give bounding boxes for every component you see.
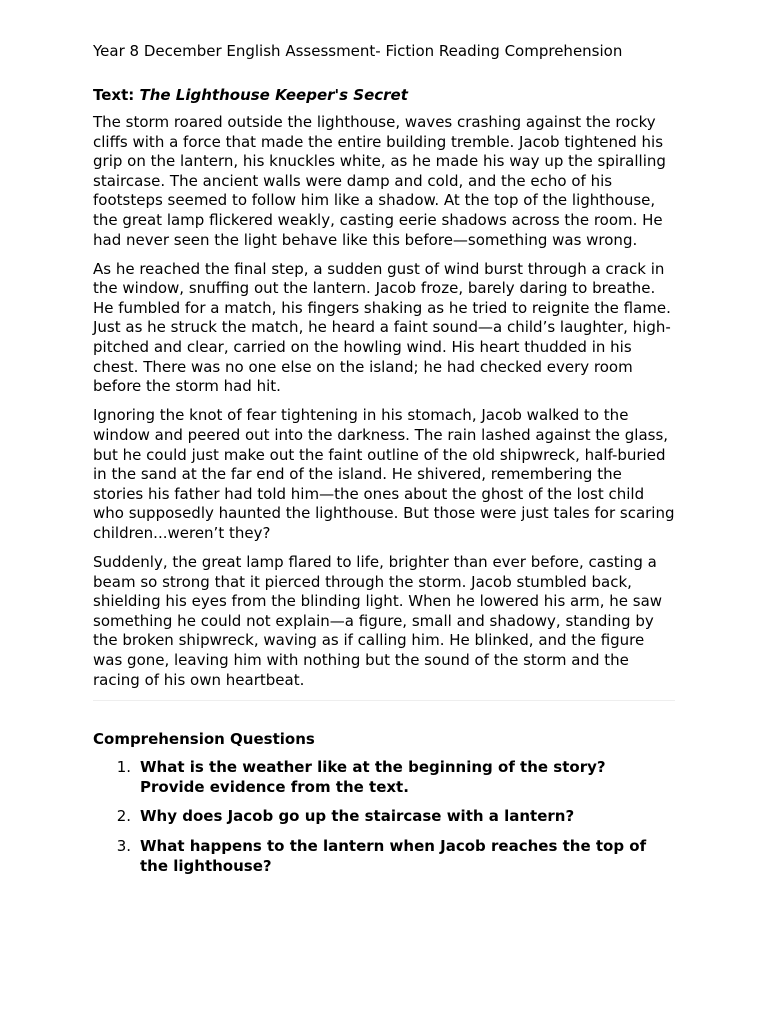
document-header: Year 8 December English Assessment- Fiction Reading Comprehension bbox=[93, 42, 623, 60]
question-number: 1. bbox=[116, 758, 131, 777]
question-item bbox=[93, 807, 675, 827]
text-heading bbox=[93, 84, 675, 106]
text-label: Text: bbox=[93, 86, 135, 104]
story-passage bbox=[93, 113, 675, 690]
question-number: 3. bbox=[116, 836, 131, 855]
questions-list bbox=[93, 758, 675, 876]
question-item bbox=[93, 758, 675, 797]
question-text: Why does Jacob go up the staircase with a lantern? bbox=[140, 807, 575, 826]
paragraph: Ignoring the knot of fear tightening in his stomach, Jacob walked to the window and peered out into the darkness. The rain lashed against the glass, but he could just make out the faint outline of the old shipwreck, half-buried in the sand at the far end of the island. He shivered, remembering the stories his father had told him—the ones about the ghost of the lost child who supposedly haunted the lighthouse. But those were just tales for scaring children...weren’t they? bbox=[93, 406, 675, 542]
question-number: 2. bbox=[116, 807, 131, 826]
question-text: What is the weather like at the beginning of the story? Provide evidence from the text. bbox=[140, 758, 606, 796]
paragraph: As he reached the final step, a sudden gust of wind burst through a crack in the window, snuffing out the lantern. Jacob froze, barely daring to breathe. He fumbled for a match, his fingers shaking as he tried to reignite the flame. Just as he struck the match, he heard a faint sound—a child’s laughter, high-pitched and clear, carried on the howling wind. His heart thudded in his chest. There was no one else on the island; he had checked every room before the storm had hit. bbox=[93, 259, 671, 396]
story-title: The Lighthouse Keeper's Secret bbox=[139, 86, 408, 104]
paragraph: The storm roared outside the lighthouse, waves crashing against the rocky cliffs with a force that made the entire building tremble. Jacob tightened his grip on the lantern, his knuckles white, as he made his way up the spiralling staircase. The ancient walls were damp and cold, and the echo of his footsteps seemed to follow him like a shadow. At the top of the lighthouse, the great lamp flickered weakly, casting eerie shadows across the room. He had never seen the light behave like this before—something was wrong. bbox=[93, 113, 666, 249]
question-text: What happens to the lantern when Jacob reaches the top of the lighthouse? bbox=[140, 836, 647, 875]
section-divider bbox=[93, 700, 675, 701]
questions-heading: Comprehension Questions bbox=[93, 730, 315, 749]
question-item bbox=[93, 837, 675, 876]
paragraph: Suddenly, the great lamp flared to life, brighter than ever before, casting a beam so strong that it pierced through the storm. Jacob stumbled back, shielding his eyes from the blinding light. When he lowered his arm, he saw something he could not explain—a figure, small and shadowy, standing by the broken shipwreck, waving as if calling him. He blinked, and the figure was gone, leaving him with nothing but the sound of the storm and the racing of his own heartbeat. bbox=[93, 552, 663, 689]
